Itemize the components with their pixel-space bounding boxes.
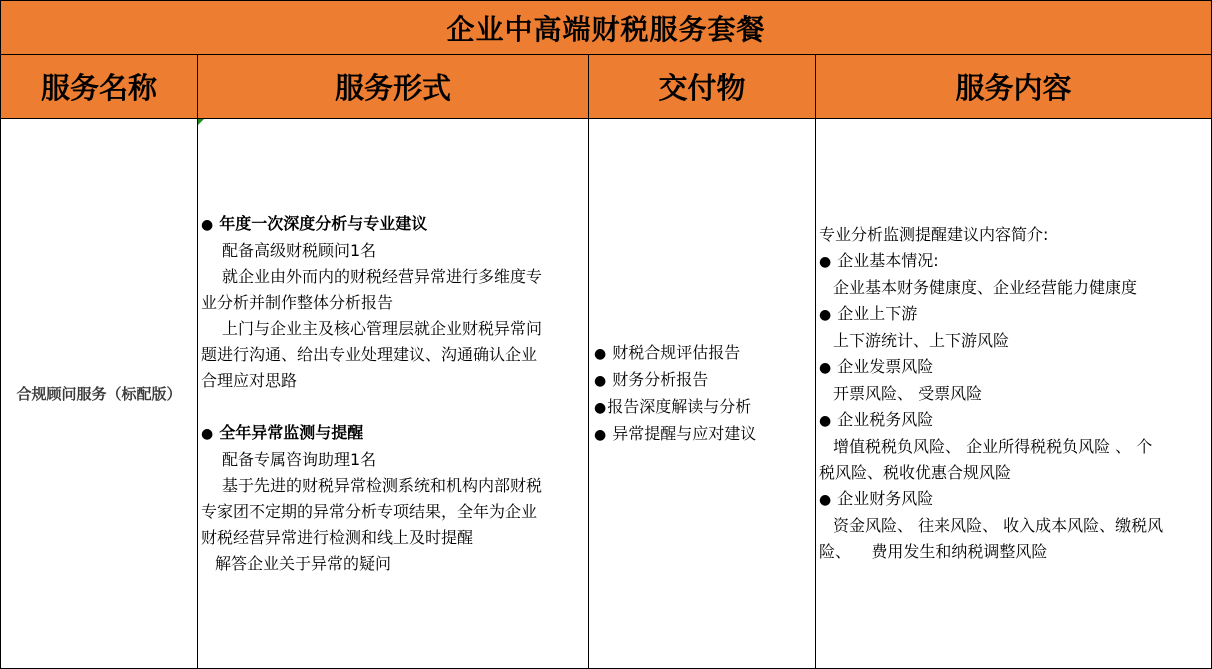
cell-service-form[interactable] bbox=[198, 119, 589, 669]
title-row bbox=[1, 1, 1212, 55]
column-header-row bbox=[1, 55, 1212, 119]
content-heading: ● 企业发票风险 bbox=[819, 354, 1209, 381]
cell-service-name[interactable] bbox=[1, 119, 198, 669]
column-header-service-name[interactable]: 服务名称 bbox=[1, 55, 198, 119]
section-line: 业分析并制作整体分析报告 bbox=[201, 292, 394, 312]
spacer bbox=[201, 394, 586, 420]
deliverable-item: ● 财税合规评估报告 bbox=[594, 340, 815, 367]
comment-indicator-icon[interactable] bbox=[198, 119, 204, 125]
table-title[interactable]: 企业中高端财税服务套餐 bbox=[1, 1, 1212, 55]
content-heading: ● 企业税务风险 bbox=[819, 407, 1209, 434]
section-line: 上门与企业主及核心管理层就企业财税异常问 bbox=[222, 318, 543, 338]
section-line: 基于先进的财税异常检测系统和机构内部财税 bbox=[222, 475, 543, 495]
deliverable-item: ● 报告深度解读与分析 bbox=[594, 394, 815, 421]
content-line: 险、 费用发生和纳税调整风险 bbox=[819, 542, 1048, 561]
section-line: 解答企业关于异常的疑问 bbox=[215, 553, 392, 573]
content-heading: ● 企业财务风险 bbox=[819, 486, 1209, 513]
content-line: 资金风险、 往来风险、 收入成本风险、缴税风 bbox=[833, 516, 1164, 535]
deliverable-item: ● 异常提醒与应对建议 bbox=[594, 421, 815, 448]
service-form-block bbox=[198, 211, 588, 577]
cell-service-content[interactable] bbox=[816, 119, 1212, 669]
content-line: 企业基本财务健康度、企业经营能力健康度 bbox=[833, 278, 1138, 297]
section-heading: ● 全年异常监测与提醒 bbox=[201, 420, 586, 447]
column-header-service-form[interactable]: 服务形式 bbox=[198, 55, 589, 119]
service-name-text: 合规顾问服务（标配版） bbox=[16, 384, 182, 403]
content-line: 增值税税负风险、 企业所得税税负风险 、 个 bbox=[833, 437, 1153, 456]
table-row bbox=[1, 119, 1212, 669]
content-heading: ● 企业上下游 bbox=[819, 301, 1209, 328]
section-line: 配备高级财税顾问1名 bbox=[222, 240, 377, 260]
cell-deliverables[interactable] bbox=[589, 119, 816, 669]
section-line: 合理应对思路 bbox=[201, 370, 298, 390]
content-heading: ● 企业基本情况: bbox=[819, 248, 1209, 275]
content-intro: 专业分析监测提醒建议内容简介: bbox=[819, 225, 1049, 244]
section-line: 就企业由外而内的财税经营异常进行多维度专 bbox=[222, 266, 543, 286]
section-line: 财税经营异常进行检测和线上及时提醒 bbox=[201, 527, 474, 547]
deliverable-item: ● 财务分析报告 bbox=[594, 367, 815, 394]
content-line: 上下游统计、上下游风险 bbox=[833, 331, 1010, 350]
content-line: 开票风险、 受票风险 bbox=[833, 384, 983, 403]
section-line: 配备专属咨询助理1名 bbox=[222, 449, 377, 469]
deliverables-list bbox=[589, 340, 815, 448]
section-line: 专家团不定期的异常分析专项结果，全年为企业 bbox=[201, 501, 538, 521]
content-line: 税风险、税收优惠合规风险 bbox=[819, 463, 1012, 482]
column-header-deliverables[interactable]: 交付物 bbox=[589, 55, 816, 119]
section-line: 题进行沟通、给出专业处理建议、沟通确认企业 bbox=[201, 344, 538, 364]
service-content-block bbox=[816, 222, 1211, 565]
section-heading: ● 年度一次深度分析与专业建议 bbox=[201, 211, 586, 238]
column-header-service-content[interactable]: 服务内容 bbox=[816, 55, 1212, 119]
